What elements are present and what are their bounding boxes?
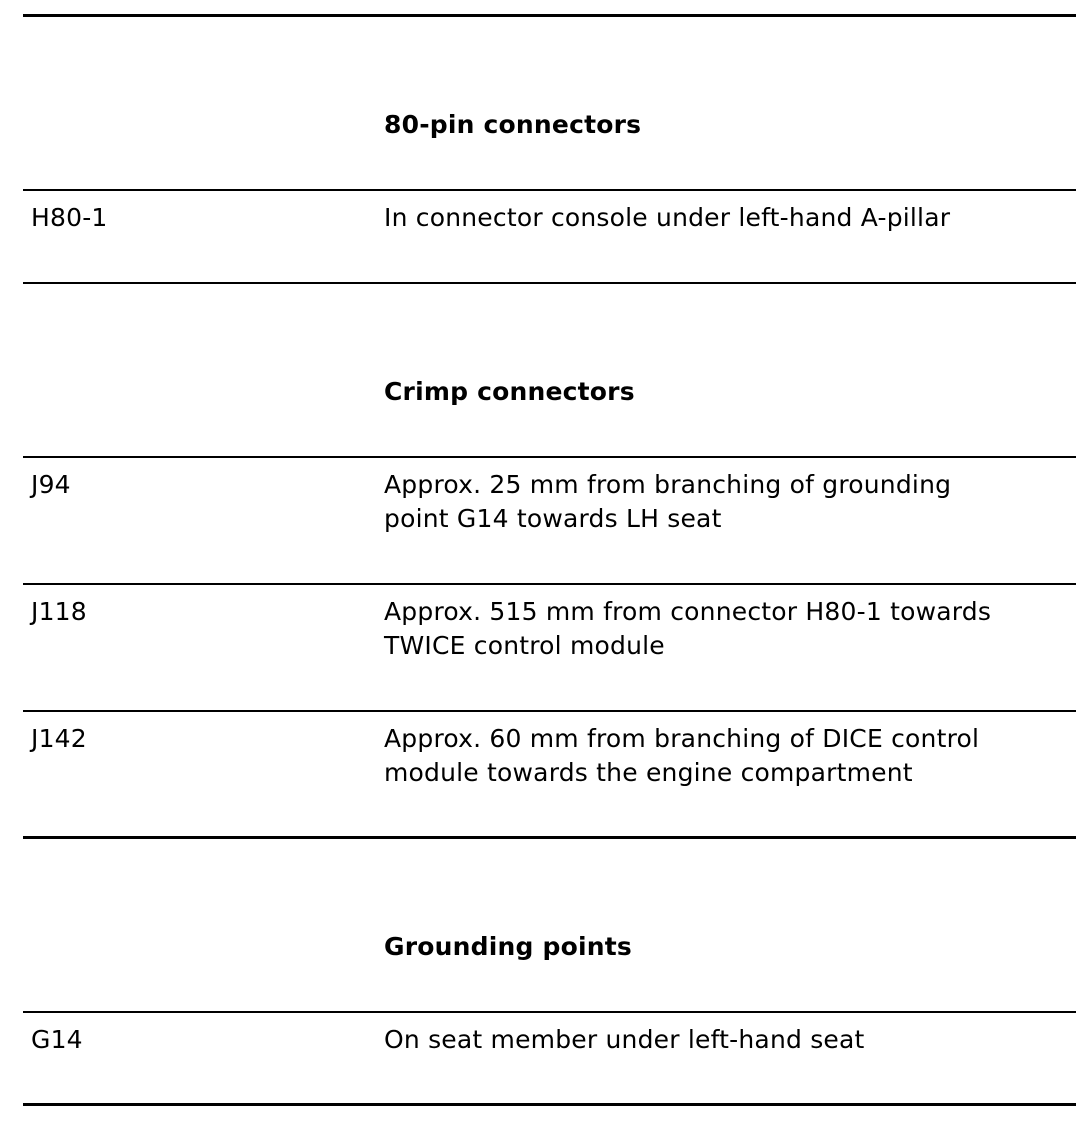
row-code: J142 bbox=[31, 724, 87, 753]
row-code: J94 bbox=[31, 470, 71, 499]
row-code: J118 bbox=[31, 597, 87, 626]
section-divider bbox=[23, 1011, 1076, 1013]
row-description-line: Approx. 25 mm from branching of grounding bbox=[384, 470, 952, 499]
row-description-line: point G14 towards LH seat bbox=[384, 504, 722, 533]
row-description-line: module towards the engine compartment bbox=[384, 758, 913, 787]
row-divider bbox=[23, 710, 1076, 712]
section-heading-80-pin: 80-pin connectors bbox=[384, 110, 642, 139]
row-divider bbox=[23, 282, 1076, 284]
section-end-rule bbox=[23, 836, 1076, 839]
table-top-rule bbox=[23, 14, 1076, 17]
row-description-line: Approx. 60 mm from branching of DICE control bbox=[384, 724, 980, 753]
table-bottom-rule bbox=[23, 1103, 1076, 1106]
section-divider bbox=[23, 456, 1076, 458]
section-heading-crimp: Crimp connectors bbox=[384, 377, 635, 406]
row-description-line: Approx. 515 mm from connector H80-1 towards bbox=[384, 597, 992, 626]
row-code: H80-1 bbox=[31, 203, 108, 232]
section-divider bbox=[23, 189, 1076, 191]
row-code: G14 bbox=[31, 1025, 83, 1054]
section-heading-grounding: Grounding points bbox=[384, 932, 632, 961]
row-description-line: TWICE control module bbox=[384, 631, 665, 660]
row-divider bbox=[23, 583, 1076, 585]
row-description: In connector console under left-hand A-pillar bbox=[384, 203, 951, 232]
row-description: On seat member under left-hand seat bbox=[384, 1025, 865, 1054]
